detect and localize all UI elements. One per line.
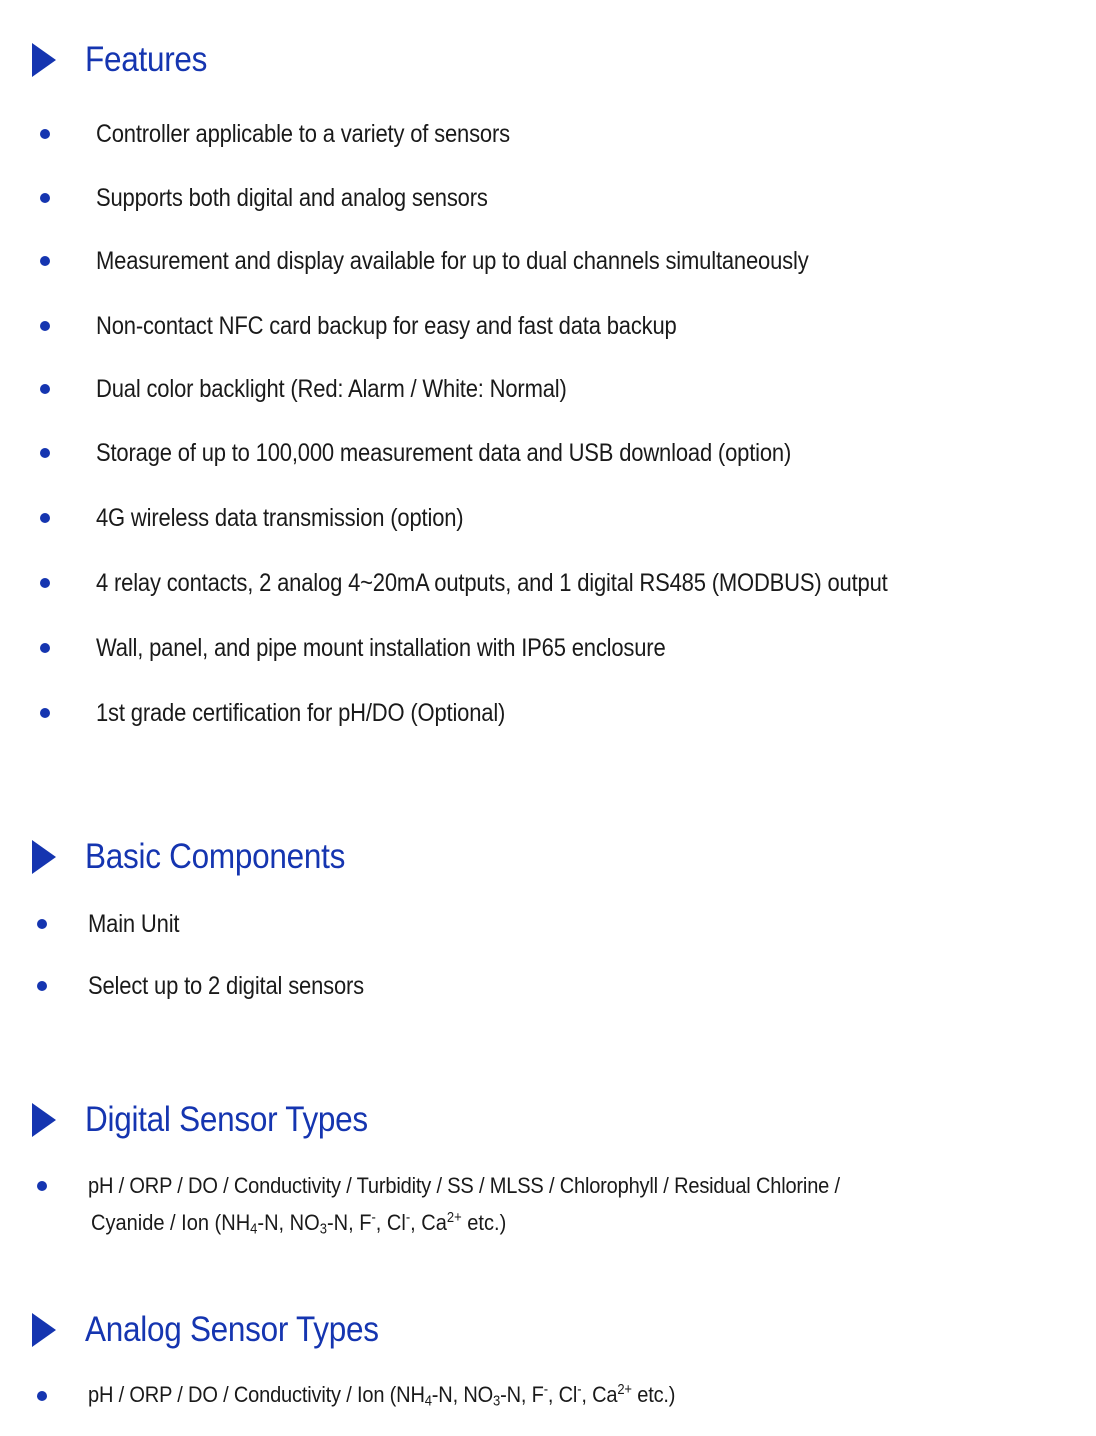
features-heading	[32, 38, 221, 82]
analog-sensor-types-title: Analog Sensor Types	[85, 1310, 379, 1349]
analog-sensor-types-heading	[32, 1308, 411, 1352]
list-item	[40, 437, 886, 469]
basic-components-title: Basic Components	[85, 837, 346, 876]
list-item	[37, 908, 192, 940]
bullet-dot-icon	[40, 708, 50, 718]
digital-sensor-types-heading	[32, 1098, 399, 1142]
digital-sensor-line-1: pH / ORP / DO / Conductivity / Turbidity / SS / MLSS / Chlorophyll / Residual Chlorine /	[88, 1173, 840, 1198]
list-item	[40, 567, 996, 599]
bullet-dot-icon	[40, 578, 50, 588]
list-item	[37, 1381, 748, 1411]
feature-text: Measurement and display available for up to dual channels simultaneously	[96, 246, 809, 275]
basic-components-heading	[32, 835, 374, 879]
list-item	[40, 632, 743, 664]
bullet-dot-icon	[40, 384, 50, 394]
feature-text: Wall, panel, and pipe mount installation with IP65 enclosure	[96, 633, 666, 662]
triangle-bullet-icon	[32, 43, 56, 77]
bullet-dot-icon	[37, 1181, 47, 1191]
bullet-dot-icon	[40, 513, 50, 523]
bullet-dot-icon	[40, 448, 50, 458]
feature-text: 1st grade certification for pH/DO (Optional)	[96, 698, 506, 727]
component-text: Main Unit	[88, 909, 180, 938]
bullet-dot-icon	[40, 256, 50, 266]
list-item	[40, 697, 561, 729]
list-item	[40, 373, 631, 405]
component-text: Select up to 2 digital sensors	[88, 971, 365, 1000]
triangle-bullet-icon	[32, 1313, 56, 1347]
triangle-bullet-icon	[32, 840, 56, 874]
bullet-dot-icon	[37, 981, 47, 991]
list-item	[40, 502, 514, 534]
list-item	[40, 118, 566, 150]
list-item	[37, 1171, 933, 1201]
features-title: Features	[85, 40, 208, 79]
list-item	[40, 310, 756, 342]
feature-text: Storage of up to 100,000 measurement data and USB download (option)	[96, 438, 792, 467]
feature-text: 4G wireless data transmission (option)	[96, 503, 464, 532]
triangle-bullet-icon	[32, 1103, 56, 1137]
list-item	[37, 970, 402, 1002]
bullet-dot-icon	[40, 193, 50, 203]
list-item	[40, 245, 906, 277]
feature-text: Non-contact NFC card backup for easy and fast data backup	[96, 311, 677, 340]
analog-sensor-line: pH / ORP / DO / Conductivity / Ion ($NH_4-N$, $NO_3-N$, F-, Cl-, $Ca^{2+}$ etc.)	[88, 1382, 676, 1410]
feature-text: Dual color backlight (Red: Alarm / White: Normal)	[96, 374, 567, 403]
bullet-dot-icon	[40, 643, 50, 653]
digital-sensor-line-2: Cyanide / Ion ($NH_4-N$, $NO_3-N$, F-, Cl-, $Ca^{2+}$ etc.)	[91, 1210, 507, 1238]
bullet-dot-icon	[40, 321, 50, 331]
digital-sensor-types-title: Digital Sensor Types	[85, 1100, 368, 1139]
bullet-dot-icon	[37, 919, 47, 929]
feature-text: 4 relay contacts, 2 analog 4~20mA outputs, and 1 digital RS485 (MODBUS) output	[96, 568, 888, 597]
list-item	[40, 182, 541, 214]
feature-text: Controller applicable to a variety of sensors	[96, 119, 510, 148]
bullet-dot-icon	[40, 129, 50, 139]
feature-text: Supports both digital and analog sensors	[96, 183, 488, 212]
bullet-dot-icon	[37, 1391, 47, 1401]
